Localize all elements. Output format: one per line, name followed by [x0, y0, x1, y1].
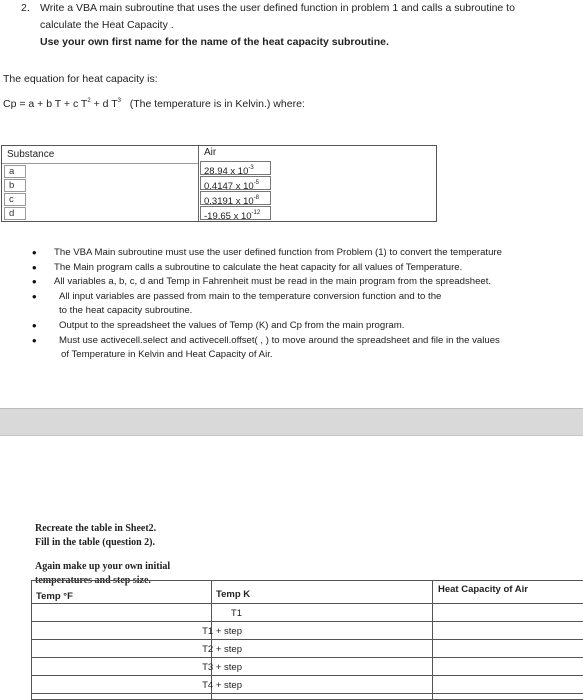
section-separator — [0, 408, 583, 436]
table-row-label: T3 + step — [202, 662, 242, 673]
substance-header: Substance — [7, 149, 55, 160]
equation-cube-exp: 3 — [117, 98, 121, 104]
table-rule — [32, 693, 583, 694]
list-item: • Must use activecell.select and activecell.offset( , ) to move around the spreadsheet and file in the values — [30, 334, 575, 349]
recreate-instruction: Recreate the table in Sheet2. — [35, 523, 157, 534]
list-item-continuation: to the heat capacity subroutine. — [59, 305, 193, 317]
table-divider — [432, 581, 433, 699]
equation-square-exp: 2 — [87, 98, 91, 104]
heat-capacity-header: Heat Capacity of Air — [438, 584, 528, 595]
coef-letter: d — [4, 207, 26, 220]
question-text-line3: Use your own first name for the name of the heat capacity subroutine. — [40, 36, 389, 48]
list-item-continuation: of Temperature in Kelvin and Heat Capacity of Air. — [61, 349, 273, 361]
coef-value: 0.4147 x $10^{-5}$ — [200, 176, 271, 190]
air-header: Air — [204, 147, 217, 158]
coef-value: -19.65 x $10^{-12}$ — [200, 206, 271, 220]
coef-letter: b — [4, 179, 26, 192]
equation-mid: + d T — [90, 98, 118, 110]
table-rule — [32, 675, 583, 676]
table-rule — [32, 639, 583, 640]
coef-value: 28.94 x $10^{-3}$ — [200, 161, 271, 175]
table-rule — [32, 621, 583, 622]
again-instruction-line2: temperatures and step size. — [35, 575, 151, 586]
table-rule — [32, 603, 583, 604]
coef-letter: a — [4, 165, 26, 178]
temp-f-header: Temp °F — [36, 591, 73, 602]
question-number: 2. — [21, 2, 30, 14]
substance-table — [1, 145, 437, 222]
table-rule — [2, 163, 198, 164]
coef-letter: c — [4, 193, 26, 206]
temperature-table — [31, 580, 583, 700]
fill-instruction: Fill in the table (question 2). — [35, 537, 156, 548]
again-instruction-line1: Again make up your own initial — [35, 561, 171, 572]
requirements-list — [30, 246, 575, 363]
list-item: • The VBA Main subroutine must use the user defined function from Problem (1) to convert the temperature — [30, 246, 575, 261]
equation-intro: The equation for heat capacity is: — [3, 73, 158, 85]
question-text-line2: calculate the Heat Capacity . — [40, 19, 174, 31]
list-item: • The Main program calls a subroutine to calculate the heat capacity for all values of Temperature. — [30, 261, 575, 276]
heat-capacity-equation — [3, 98, 305, 110]
table-rule — [32, 657, 583, 658]
list-item: • All variables a, b, c, d and Temp in Fahrenheit must be read in the main program from the spreadsheet. — [30, 275, 575, 290]
table-row-label: T4 + step — [202, 680, 242, 691]
equation-lhs: Cp = a + b T + c T — [3, 98, 88, 110]
coef-value: 0.3191 x $10^{-8}$ — [200, 191, 271, 205]
table-row-label: T1 — [230, 608, 242, 619]
question-text-line1: Write a VBA main subroutine that uses the user defined function in problem 1 and calls a subroutine to — [40, 2, 515, 14]
table-row-label: T2 + step — [202, 644, 242, 655]
list-item: • All input variables are passed from main to the temperature conversion function and to the — [30, 290, 575, 305]
list-item: • Output to the spreadsheet the values of Temp (K) and Cp from the main program. — [30, 319, 575, 334]
temp-k-header: Temp K — [216, 589, 251, 600]
table-row-label: T1 + step — [202, 626, 242, 637]
equation-note: (The temperature is in Kelvin.) where: — [129, 98, 305, 110]
table-divider — [198, 146, 199, 221]
